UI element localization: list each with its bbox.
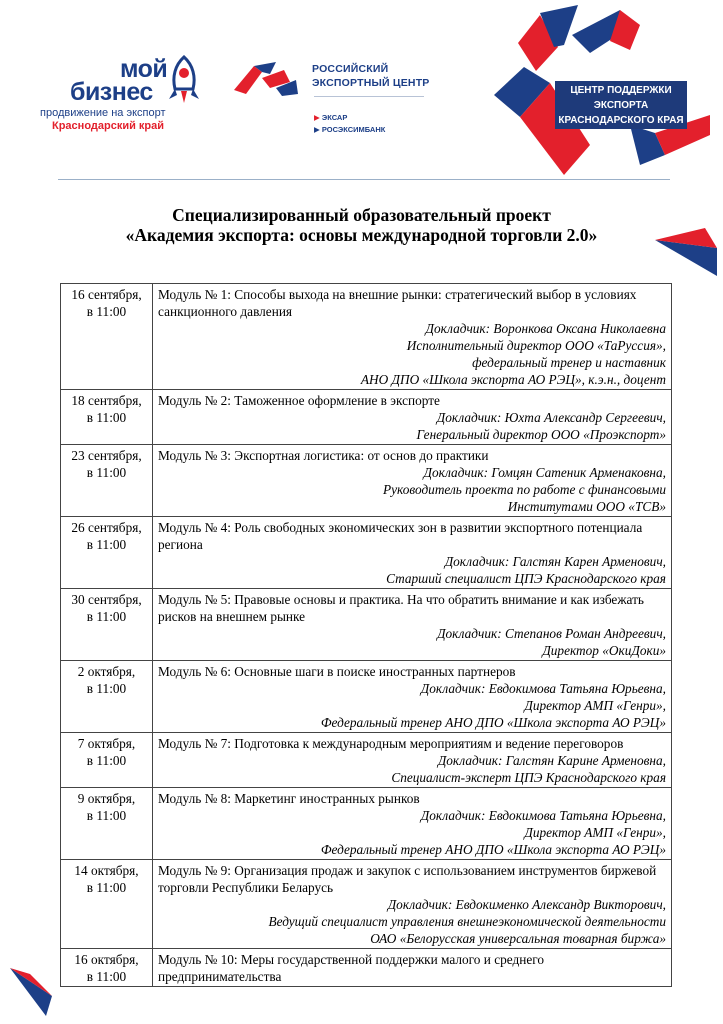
schedule-row	[61, 390, 672, 445]
schedule-table	[60, 283, 672, 987]
schedule-date-cell	[61, 390, 153, 445]
header-divider	[58, 179, 670, 180]
schedule-date: 14 октября,	[74, 863, 139, 878]
schedule-date: 18 сентября,	[71, 393, 142, 408]
schedule-row	[61, 589, 672, 661]
schedule-module-cell	[153, 733, 672, 788]
schedule-time: в 11:00	[86, 753, 127, 768]
schedule-row	[61, 661, 672, 733]
schedule-date-cell	[61, 661, 153, 733]
schedule-date: 30 сентября,	[71, 592, 142, 607]
schedule-time: в 11:00	[86, 808, 127, 823]
title-line2: «Академия экспорта: основы международной торговли 2.0»	[125, 225, 598, 245]
schedule-date: 2 октября,	[77, 664, 136, 679]
speaker-line: Старший специалист ЦПЭ Краснодарского края	[386, 571, 666, 586]
moy-biznes-logo-line1: мой	[120, 55, 168, 83]
speaker-line: Докладчик: Степанов Роман Андреевич,	[437, 626, 666, 641]
eximbank-label: ▶ ЭКСАР	[314, 113, 348, 122]
speaker-line: Институтами ООО «ТСВ»	[507, 499, 666, 514]
roseximbank-text: РОСЭКСИМБАНК	[321, 125, 386, 134]
schedule-module-cell	[153, 788, 672, 860]
speaker-line: Докладчик: Воронкова Оксана Николаевна	[425, 321, 666, 336]
speaker-line: Докладчик: Юхта Александр Сергеевич,	[436, 410, 666, 425]
support-center-line3: КРАСНОДАРСКОГО КРАЯ	[558, 115, 684, 126]
rec-title-line2: ЭКСПОРТНЫЙ ЦЕНТР	[312, 77, 430, 89]
speaker-line: Генеральный директор ООО «Проэкспорт»	[416, 427, 666, 442]
module-title: Модуль № 7: Подготовка к международным мероприятиям и ведение переговоров	[158, 736, 624, 751]
schedule-date-cell	[61, 733, 153, 788]
rec-title	[312, 62, 430, 90]
schedule-module-cell	[153, 949, 672, 987]
schedule-module-cell	[153, 860, 672, 949]
speaker-line: Докладчик: Евдокимова Татьяна Юрьевна,	[420, 808, 666, 823]
schedule-time: в 11:00	[86, 609, 127, 624]
support-center-label	[555, 81, 687, 129]
module-title: Модуль № 2: Таможенное оформление в экспорте	[158, 393, 440, 408]
speaker-line: Ведущий специалист управления внешнеэкономической деятельности	[268, 914, 666, 929]
schedule-date-cell	[61, 949, 153, 987]
schedule-date: 16 октября,	[74, 952, 139, 967]
schedule-date: 26 сентября,	[71, 520, 142, 535]
schedule-time: в 11:00	[86, 880, 127, 895]
schedule-date: 16 сентября,	[71, 287, 142, 302]
moy-biznes-logo-line2: бизнес	[70, 78, 153, 106]
schedule-body	[61, 284, 672, 987]
schedule-date-cell	[61, 445, 153, 517]
support-center-line2: ЭКСПОРТА	[593, 100, 649, 111]
roseximbank-label: ▶ РОСЭКСИМБАНК	[314, 125, 386, 134]
speaker-line: Директор АМП «Генри»,	[524, 698, 666, 713]
schedule-module-cell	[153, 284, 672, 390]
schedule-date-cell	[61, 860, 153, 949]
speaker-line: Докладчик: Евдокимова Татьяна Юрьевна,	[420, 681, 666, 696]
schedule-time: в 11:00	[86, 304, 127, 319]
schedule-row	[61, 788, 672, 860]
module-title: Модуль № 4: Роль свободных экономических зон в развитии экспортного потенциала региона	[158, 520, 643, 552]
schedule-date-cell	[61, 788, 153, 860]
module-title: Модуль № 9: Организация продаж и закупок с использованием инструментов биржевой торговли Республики Беларусь	[158, 863, 657, 895]
schedule-module-cell	[153, 390, 672, 445]
speaker-line: Докладчик: Галстян Карен Арменович,	[444, 554, 666, 569]
schedule-date: 7 октября,	[77, 736, 136, 751]
module-title: Модуль № 10: Меры государственной поддержки малого и среднего предпринимательства	[158, 952, 545, 984]
schedule-row	[61, 284, 672, 390]
schedule-row	[61, 733, 672, 788]
schedule-time: в 11:00	[86, 681, 127, 696]
speaker-line: Докладчик: Гомцян Сатеник Арменаковна,	[423, 465, 666, 480]
speaker-line: Директор АМП «Генри»,	[524, 825, 666, 840]
schedule-module-cell	[153, 661, 672, 733]
schedule-row	[61, 949, 672, 987]
speaker-line: ОАО «Белорусская универсальная товарная биржа»	[370, 931, 666, 946]
page-title	[0, 205, 723, 245]
speaker-line: Федеральный тренер АНО ДПО «Школа экспорта АО РЭЦ»	[320, 842, 666, 857]
rec-logo-icon	[232, 60, 302, 98]
schedule-module-cell	[153, 517, 672, 589]
left-swoosh-decoration	[10, 968, 52, 1016]
schedule-date: 9 октября,	[77, 791, 136, 806]
support-center-line1: ЦЕНТР ПОДДЕРЖКИ	[570, 85, 672, 96]
module-title: Модуль № 3: Экспортная логистика: от основ до практики	[158, 448, 489, 463]
schedule-time: в 11:00	[86, 969, 127, 984]
speaker-line: Специалист-эксперт ЦПЭ Краснодарского края	[391, 770, 666, 785]
schedule-date-cell	[61, 517, 153, 589]
schedule-time: в 11:00	[86, 465, 127, 480]
module-title: Модуль № 5: Правовые основы и практика. На что обратить внимание и как избежать рисков на внешнем рынке	[158, 592, 644, 624]
module-title: Модуль № 8: Маркетинг иностранных рынков	[158, 791, 420, 806]
speaker-line: Руководитель проекта по работе с финансовыми	[383, 482, 666, 497]
schedule-time: в 11:00	[86, 410, 127, 425]
moy-biznes-region: Краснодарский край	[52, 120, 165, 132]
speaker-line: Исполнительный директор ООО «ТаРуссия»,	[406, 338, 666, 353]
moy-biznes-subtitle: продвижение на экспорт	[40, 107, 166, 119]
rec-title-line1: РОССИЙСКИЙ	[312, 63, 389, 75]
rocket-icon	[163, 55, 205, 107]
schedule-date: 23 сентября,	[71, 448, 142, 463]
schedule-module-cell	[153, 445, 672, 517]
speaker-line: федеральный тренер и наставник	[472, 355, 666, 370]
speaker-line: Федеральный тренер АНО ДПО «Школа экспорта АО РЭЦ»	[320, 715, 666, 730]
schedule-row	[61, 860, 672, 949]
title-line1: Специализированный образовательный проект	[172, 205, 551, 225]
module-title: Модуль № 6: Основные шаги в поиске иностранных партнеров	[158, 664, 516, 679]
schedule-row	[61, 445, 672, 517]
schedule-module-cell	[153, 589, 672, 661]
speaker-line: Директор «ОкиДоки»	[542, 643, 666, 658]
schedule-date-cell	[61, 284, 153, 390]
module-title: Модуль № 1: Способы выхода на внешние рынки: стратегический выбор в условиях санкционного давления	[158, 287, 637, 319]
speaker-line: АНО ДПО «Школа экспорта АО РЭЦ», к.э.н., доцент	[360, 372, 666, 387]
schedule-date-cell	[61, 589, 153, 661]
eximbank-text: ЭКСАР	[321, 113, 348, 122]
schedule-row	[61, 517, 672, 589]
schedule-time: в 11:00	[86, 537, 127, 552]
speaker-line: Докладчик: Галстян Карине Арменовна,	[437, 753, 666, 768]
speaker-line: Докладчик: Евдокименко Александр Викторович,	[387, 897, 666, 912]
